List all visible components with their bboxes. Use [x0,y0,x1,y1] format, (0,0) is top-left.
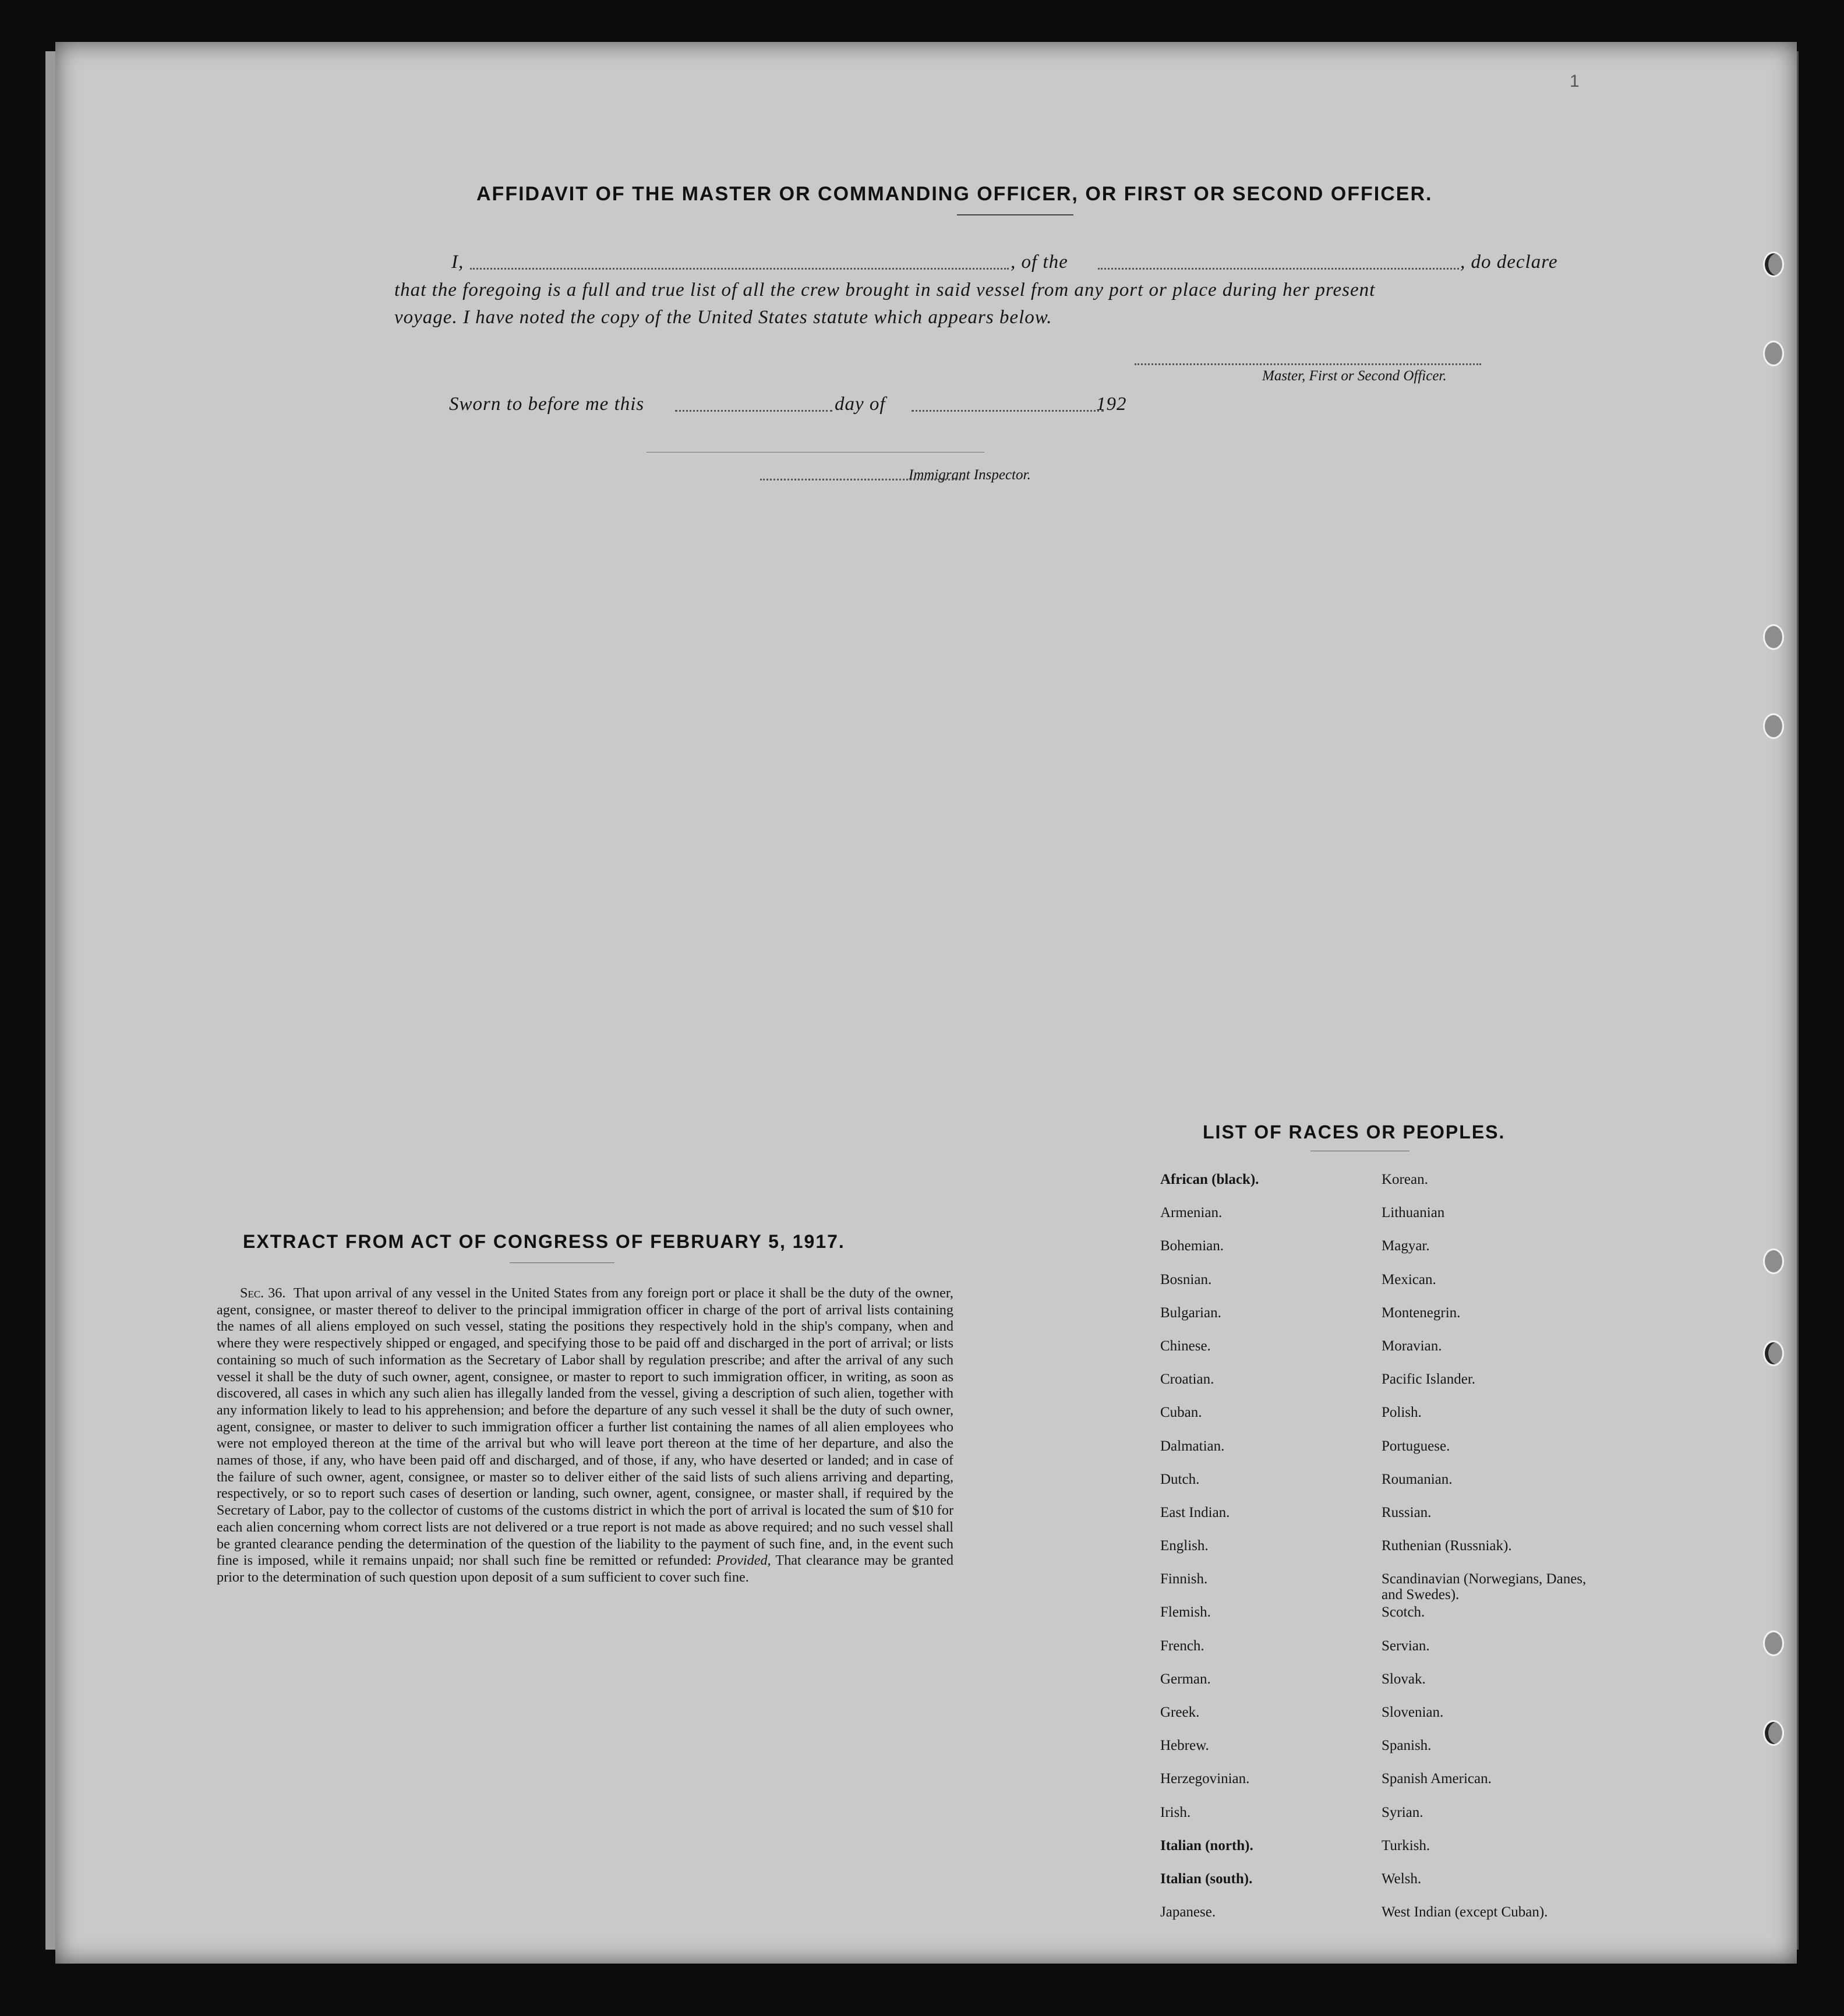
page-number: 1 [1570,72,1580,91]
binder-hole-6 [1763,1341,1784,1366]
race-item: Servian. [1382,1637,1430,1654]
race-item: Magyar. [1382,1238,1430,1254]
race-item: African (black). [1160,1172,1259,1187]
binder-hole-8 [1763,1720,1784,1746]
sheet-edge-left [45,51,56,1950]
affidavit-line1-mid: , of the [1011,252,1068,273]
extract-section: Sec. 36. [240,1285,286,1301]
binder-hole-5 [1763,1248,1784,1274]
binder-hole-3 [1763,624,1784,650]
affidavit-line1-start: I, [451,252,464,273]
race-item: Bosnian. [1160,1271,1212,1288]
sworn-year: 192 [1096,394,1127,415]
affidavit-title-rule [957,214,1073,215]
race-item: West Indian (except Cuban). [1382,1904,1548,1920]
race-item: Korean. [1382,1172,1428,1187]
extract-text: That upon arrival of any vessel in the United States from any foreign port or place it shall be the duty of the owner, agent, consignee, or master thereof to deliver to the principal immigration officer in charge of the port of arrival lists containing the names of all aliens employed on such vessel, stating the positions they respectively hold in the ship's company, when and where they were respectively shipped or engaged, and specifying those to be paid off and discharged in the port of arrival; or lists containing so much of such information as the Secretary of Labor shall by regulation prescribe; and after the arrival of any such vessel it shall be the duty of such owner, agent, consignee, or master to report to such immigration officer, in writing, as soon as discovered, all cases in which any such alien has illegally landed from the vessel, giving a description of such alien, together with any information likely to lead to his apprehension; and before the departure of any such vessel it shall be the duty of such owner, agent, consignee, or master to deliver to such immigration officer a further list containing the names of all alien employees who were not employed thereon at the time of the arrival but who will leave port thereon at the time of her departure, and also the names of those, if any, who have been paid off and discharged, and of those, if any, who have deserted or landed; and in case of the failure of such owner, agent, consignee, or master so to deliver either of the said lists of such aliens arriving and departing, respectively, or so to report such cases of desertion or landing, such owner, agent, consignee, or master shall, if required by the Secretary of Labor, pay to the collector of customs of the customs district in which the port of arrival is located the sum of $10 for each alien concerning whom correct lists are not delivered or a true report is not made as above required; and no such vessel shall be granted clearance pending the determination of the question of the liability to the payment of such fine, and, in the event such fine is imposed, while it remains unpaid; nor shall such fine be remitted or refunded: [217,1285,953,1569]
sworn-day: day of [835,394,886,415]
race-item: Italian (north). [1160,1837,1253,1854]
race-item: Herzegovinian. [1160,1771,1250,1787]
race-item: French. [1160,1637,1204,1654]
race-item: Armenian. [1160,1205,1223,1221]
declarant-name-line [470,268,1009,270]
affidavit-line1-end: , do declare [1460,252,1558,273]
race-item: Ruthenian (Russniak). [1382,1538,1512,1554]
race-item: Slovak. [1382,1671,1426,1687]
affidavit-line2: that the foregoing is a full and true list of all the crew brought in said vessel from any port or place during her present [394,280,1376,300]
races-column-2 [1382,1172,1591,1937]
inspector-label: Immigrant Inspector. [909,467,1031,483]
race-item: Flemish. [1160,1604,1211,1621]
extract-proviso-text: That clearance may be granted prior to the determination of such question upon deposit of a sum sufficient to cover such fine. [217,1552,953,1585]
extract-proviso-word: Provided, [716,1552,771,1569]
binder-hole-2 [1763,341,1784,366]
race-item: Scotch. [1382,1604,1425,1621]
race-item: Greek. [1160,1704,1200,1720]
race-item: Chinese. [1160,1338,1211,1354]
race-item: Mexican. [1382,1271,1436,1288]
race-item: Spanish American. [1382,1771,1492,1787]
race-item: Bulgarian. [1160,1304,1221,1321]
race-item: Irish. [1160,1804,1191,1820]
race-item: Pacific Islander. [1382,1371,1476,1388]
race-item: Polish. [1382,1405,1422,1421]
affidavit-line3: voyage. I have noted the copy of the United States statute which appears below. [394,307,1052,328]
binder-hole-1 [1763,252,1784,277]
race-item: East Indian. [1160,1504,1230,1520]
race-item: Japanese. [1160,1904,1216,1920]
race-item: Spanish. [1382,1738,1432,1754]
race-item: Dalmatian. [1160,1438,1225,1454]
race-item: Croatian. [1160,1371,1214,1388]
race-item: Cuban. [1160,1405,1202,1421]
master-signature-line [1135,363,1481,365]
master-signature-label: Master, First or Second Officer. [1262,368,1447,384]
race-item: German. [1160,1671,1211,1687]
race-item: Roumanian. [1382,1471,1453,1487]
race-item: Hebrew. [1160,1738,1209,1754]
race-item: Russian. [1382,1504,1432,1520]
race-item: Dutch. [1160,1471,1200,1487]
race-item: Welsh. [1382,1870,1422,1887]
race-item: Slovenian. [1382,1704,1444,1720]
race-item: Lithuanian [1382,1205,1445,1221]
affidavit-title: AFFIDAVIT OF THE MASTER OR COMMANDING OFFICER, OR FIRST OR SECOND OFFICER. [476,183,1433,205]
race-item: Syrian. [1382,1804,1423,1820]
races-column-1 [1160,1172,1259,1937]
binder-hole-4 [1763,713,1784,739]
race-item: Montenegrin. [1382,1304,1461,1321]
sworn-prefix: Sworn to before me this [449,394,645,415]
race-item: Bohemian. [1160,1238,1224,1254]
races-title: LIST OF RACES OR PEOPLES. [1203,1122,1506,1143]
sworn-day-line [675,410,832,412]
manifest-page [55,42,1797,1964]
binder-hole-7 [1763,1631,1784,1656]
race-item: Portuguese. [1382,1438,1450,1454]
sworn-month-line [912,410,1104,412]
race-item: Scandinavian (Norwegians, Danes, and Swedes). [1382,1571,1587,1603]
extract-body [217,1285,953,1586]
race-item: Italian (south). [1160,1870,1253,1887]
vessel-name-line [1098,268,1459,270]
race-item: Finnish. [1160,1571,1208,1587]
extract-title-rule [510,1262,614,1263]
race-item: Moravian. [1382,1338,1442,1354]
race-item: Turkish. [1382,1837,1430,1854]
race-item: English. [1160,1538,1209,1554]
extract-title: EXTRACT FROM ACT OF CONGRESS OF FEBRUARY 5, 1917. [243,1231,845,1252]
